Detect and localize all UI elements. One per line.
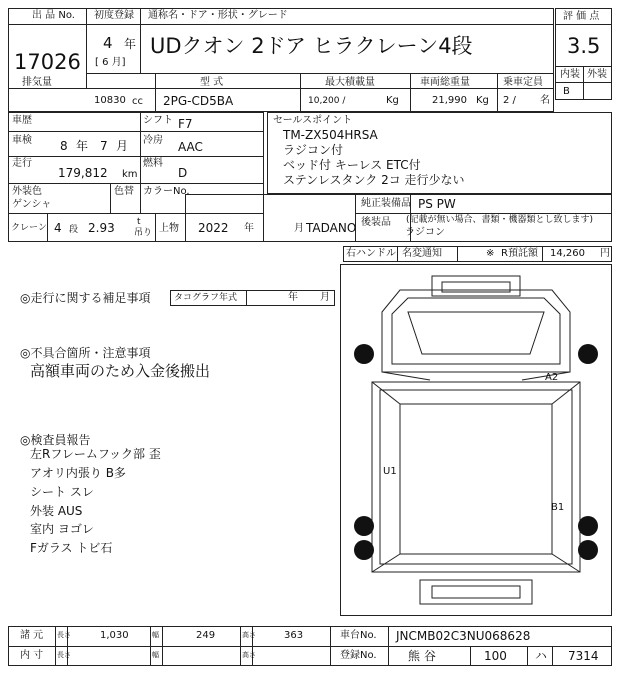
height-label-interior: 高さ: [242, 651, 256, 659]
divider: [355, 213, 612, 214]
model-desc-label: 通称名・ドア・形状・グレード: [148, 10, 288, 21]
inspector-line: Fガラス トビ石: [30, 541, 113, 555]
crane-month-unit: 月: [294, 223, 304, 234]
exterior-label: 外装: [587, 69, 607, 80]
divider: [497, 73, 498, 112]
grade-label: 評 価 点: [563, 11, 600, 22]
fuel-label: 燃料: [143, 158, 163, 169]
mileage-unit: km: [122, 169, 138, 180]
height: 363: [284, 630, 304, 641]
genuine-equipment: PS PW: [418, 197, 456, 211]
lot-no: 17026: [14, 50, 81, 74]
divider: [397, 246, 398, 262]
rhd-label: 右ハンドル: [346, 248, 396, 259]
plate-class: 100: [484, 649, 507, 663]
chassis-no: JNCMB02C3NU068628: [396, 629, 531, 643]
aftermarket-label: 後装品: [361, 217, 391, 228]
divider: [110, 183, 111, 213]
divider: [86, 8, 87, 88]
divider: [246, 290, 247, 306]
crane-label: クレーン: [11, 223, 47, 233]
damage-mark-a2: A2: [545, 372, 559, 383]
shift-label: シフト: [143, 115, 173, 126]
lot-no-label: 出 品 No.: [32, 10, 75, 21]
displacement: 10830: [94, 95, 126, 106]
driving-remarks-label: ◎走行に関する補足事項: [20, 291, 151, 305]
ext-color: ゲンシャ: [12, 199, 52, 210]
aftermarket-note: (記載が無い場合、書類・機器類とし致します): [406, 215, 594, 225]
grade: 3.5: [567, 34, 601, 58]
width: 249: [196, 630, 216, 641]
divider: [55, 626, 56, 666]
divider: [583, 66, 584, 100]
fuel: D: [178, 166, 188, 180]
height-label: 高さ: [242, 631, 256, 639]
ext-color-label: 外装色: [12, 186, 42, 197]
tachograph-month-unit: 月: [320, 292, 330, 303]
truck-diagram: [340, 264, 612, 616]
divider: [300, 73, 301, 112]
divider: [410, 73, 411, 112]
registration-label: 登録No.: [340, 650, 377, 661]
crane-stages: 4: [54, 221, 62, 235]
sales-point-line: ラジコン付: [283, 143, 344, 157]
length-label-interior: 長さ: [57, 651, 71, 659]
interior-grade: B: [563, 86, 570, 97]
tachograph-year-unit: 年: [288, 292, 298, 303]
width-label: 幅: [152, 631, 159, 639]
max-load-label: 最大積載量: [325, 77, 375, 88]
shift: F7: [178, 117, 193, 131]
divider: [140, 112, 141, 184]
interior-dims-label: 内 寸: [20, 650, 44, 661]
max-load-unit: Kg: [386, 95, 399, 106]
inspector-line: シート スレ: [30, 485, 94, 499]
crane-maker: TADANO: [306, 221, 357, 235]
divider: [542, 246, 543, 262]
crane-year-unit: 年: [244, 223, 254, 234]
divider: [8, 131, 264, 132]
spec-label: 諸 元: [20, 630, 44, 641]
interior-label: 内装: [560, 69, 580, 80]
inspector-line: 外装 AUS: [30, 504, 83, 518]
divider: [140, 183, 141, 213]
displacement-unit: cc: [132, 96, 143, 107]
chassis-label: 車台No.: [340, 630, 377, 641]
damage-mark-u1: U1: [383, 466, 397, 477]
divider: [8, 24, 554, 25]
ac: AAC: [178, 140, 203, 154]
capacity: 2 /: [503, 95, 516, 106]
divider: [8, 88, 554, 89]
capacity-unit: 名: [540, 95, 550, 106]
first-reg-month: [ 6 月]: [95, 57, 126, 68]
damage-mark-b1: B1: [551, 502, 565, 513]
divider: [155, 213, 156, 242]
sales-point-line: ステンレスタンク 2コ 走行少ない: [283, 173, 465, 187]
divider: [330, 626, 331, 666]
inspector-line: アオリ内張り B多: [30, 466, 126, 480]
first-reg-year: 4: [103, 34, 113, 52]
inspector-label: ◎検査員報告: [20, 433, 91, 447]
model-type: 2PG-CD5BA: [163, 94, 234, 108]
divider: [162, 626, 163, 666]
year-unit: 年: [124, 37, 137, 51]
inspection-month: 7: [100, 139, 108, 153]
genuine-label: 純正装備品: [361, 198, 411, 209]
crane-capacity-unit-bottom: 吊り: [134, 228, 153, 238]
tax-refund-prefix: ※: [486, 248, 495, 259]
crane-mount-label: 上物: [159, 223, 179, 234]
capacity-label: 乗車定員: [503, 77, 543, 88]
divider: [8, 156, 264, 157]
sales-points-label: セールスポイント: [273, 115, 353, 126]
length: 1,030: [100, 630, 129, 641]
model-description: UDクオン 2ドア ヒラクレーン4段: [150, 34, 473, 58]
gross-weight: 21,990: [432, 95, 467, 106]
first-reg-label: 初度登録: [94, 10, 134, 21]
defects-text: 高額車両のため入金後搬出: [30, 362, 211, 380]
gross-weight-unit: Kg: [476, 95, 489, 106]
tax-refund: 14,260: [550, 248, 585, 259]
tax-refund-label: R預託額: [501, 248, 538, 259]
divider: [155, 73, 156, 112]
divider: [527, 646, 528, 666]
width-label-interior: 幅: [152, 651, 159, 659]
color-change-label: 色替: [114, 186, 134, 197]
divider: [8, 646, 612, 647]
defects-label: ◎不具合箇所・注意事項: [20, 346, 151, 360]
crane-year: 2022: [198, 221, 229, 235]
mileage-label: 走行: [12, 158, 32, 169]
crane-stage-unit: 段: [69, 225, 79, 235]
length-label: 長さ: [57, 631, 71, 639]
plate-number: 7314: [568, 649, 599, 663]
divider: [240, 626, 241, 666]
tachograph-label: タコグラフ年式: [174, 293, 238, 303]
plate-region: 熊 谷: [408, 649, 436, 663]
mileage: 179,812: [58, 166, 108, 180]
color-code-label: カラーNo.: [143, 186, 190, 197]
name-change-label: 名変通知: [402, 248, 442, 259]
gross-weight-label: 車両総重量: [420, 77, 470, 88]
divider: [8, 183, 264, 184]
divider: [457, 246, 458, 262]
divider: [470, 646, 471, 666]
divider: [47, 213, 48, 242]
inspection-year-unit: 年: [76, 139, 89, 153]
model-type-label: 型 式: [200, 77, 224, 88]
divider: [140, 8, 141, 73]
divider: [86, 73, 554, 74]
inspector-line: 室内 ヨゴレ: [30, 522, 94, 536]
inspection-month-unit: 月: [116, 139, 129, 153]
car-history-label: 車歴: [12, 115, 32, 126]
aftermarket: ラジコン: [405, 227, 445, 238]
crane-capacity-unit-top: t: [137, 217, 141, 227]
yen-unit: 円: [600, 248, 610, 259]
divider: [552, 646, 553, 666]
divider: [388, 626, 389, 666]
sales-point-line: ベッド付 キーレス ETC付: [283, 158, 421, 172]
inspection-year: 8: [60, 139, 68, 153]
divider: [150, 626, 151, 666]
max-load: 10,200 /: [308, 96, 346, 106]
inspection-label: 車検: [12, 135, 32, 146]
plate-kana: ハ: [535, 649, 548, 663]
divider: [555, 24, 612, 25]
sales-point-line: TM-ZX504HRSA: [283, 128, 378, 142]
crane-capacity: 2.93: [88, 221, 115, 235]
displacement-label: 排気量: [22, 77, 52, 88]
inspector-line: 左Rフレームフック部 歪: [30, 447, 161, 461]
ac-label: 冷房: [143, 135, 163, 146]
